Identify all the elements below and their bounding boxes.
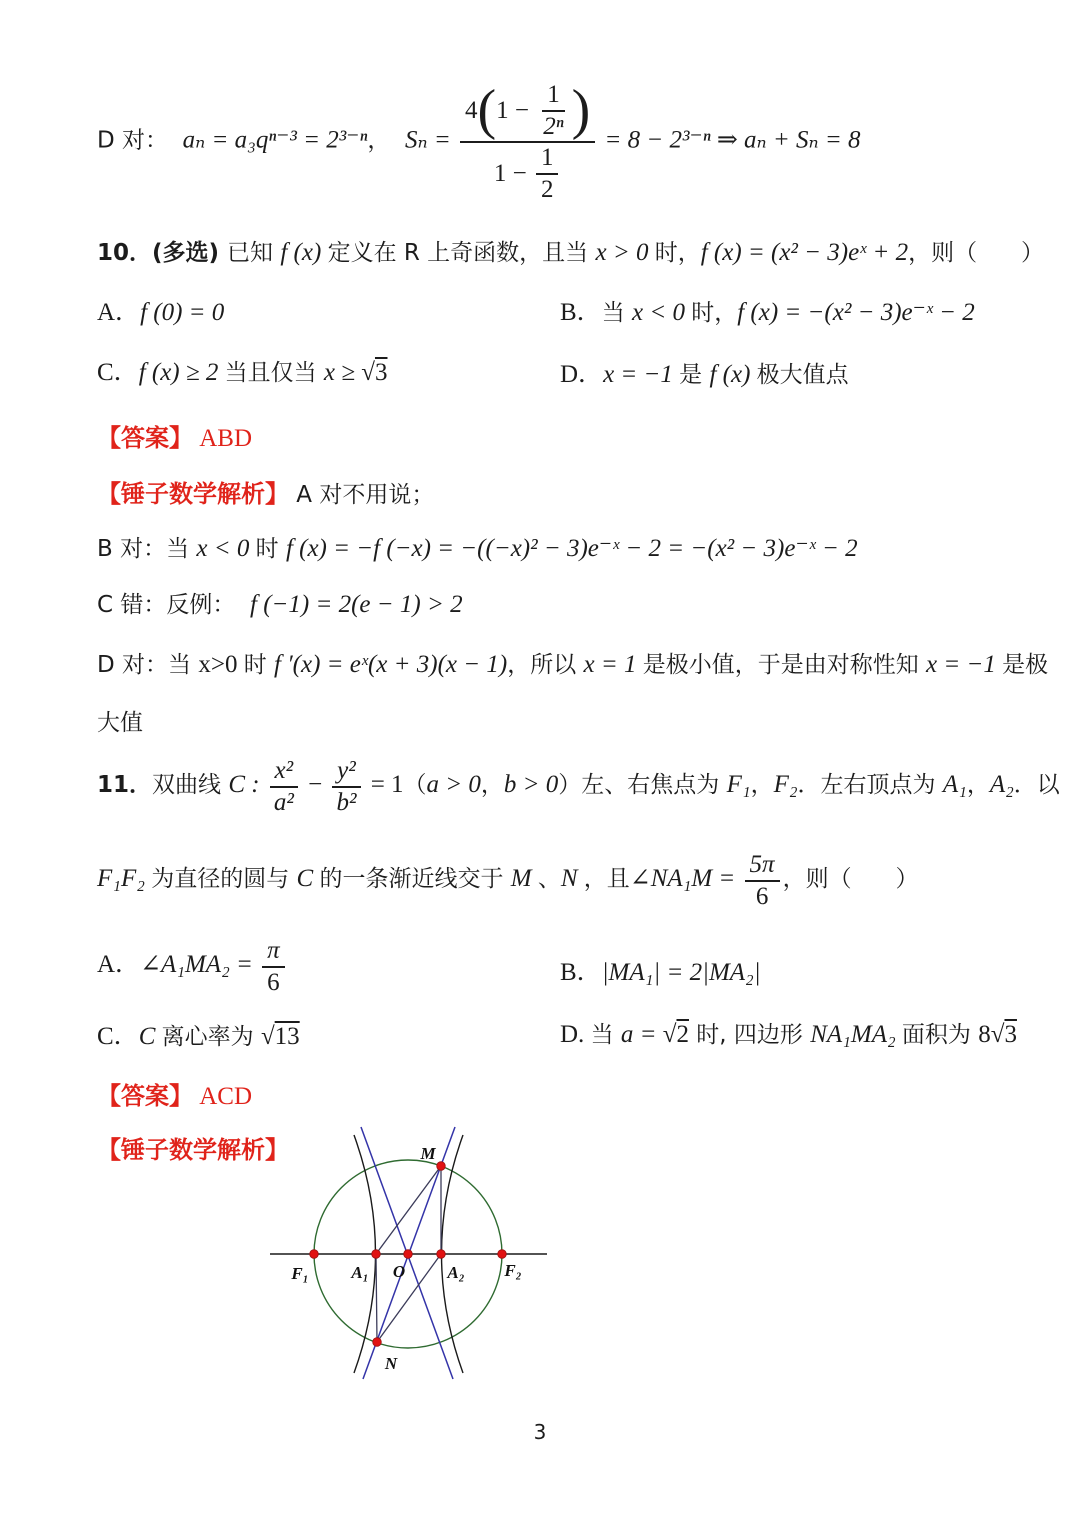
question-11-stem-line2 — [97, 850, 918, 911]
question-11-option-c — [97, 1016, 300, 1052]
text-segment: A． — [97, 951, 141, 979]
text-segment: ，则（ ） — [908, 240, 1045, 266]
point-n-dot — [373, 1338, 382, 1347]
text-segment: 3 — [1004, 1021, 1017, 1048]
text-segment: 时， — [691, 300, 738, 326]
text-segment: F₂ — [773, 771, 798, 799]
text-segment: f (−1) = 2(e − 1) > 2 — [250, 591, 463, 618]
text-segment: C 错：反例： — [97, 592, 250, 618]
question-11-answer — [97, 1076, 252, 1111]
point-a1-dot — [372, 1250, 381, 1259]
text-segment: 1 — [547, 81, 560, 108]
text-segment: ， — [367, 127, 405, 154]
text-segment: 【答案】 — [97, 424, 193, 452]
text-segment: ，则（ ） — [782, 866, 919, 893]
text-segment: 时 — [255, 536, 286, 562]
text-segment: f (0) = 0 — [140, 299, 225, 326]
text-segment: ∠A₁MA₂ = — [140, 951, 260, 979]
text-segment: 当且仅当 — [224, 360, 324, 386]
text-segment: 【锤子数学解析】 — [97, 480, 289, 508]
text-segment: = 1 — [364, 771, 404, 799]
fraction — [536, 143, 559, 204]
fraction — [269, 756, 299, 817]
text-segment: ，所以 — [507, 652, 584, 678]
text-segment: a = — [620, 1021, 663, 1048]
text-segment: C — [138, 1023, 162, 1050]
text-segment: aₙ = a₃qⁿ⁻³ = 2³⁻ⁿ — [182, 126, 368, 154]
fraction — [262, 936, 285, 997]
text-segment: ， — [750, 772, 774, 799]
page-number: 3 — [533, 1420, 547, 1444]
text-segment: x = −1 — [603, 361, 680, 388]
fraction — [538, 80, 568, 141]
text-segment: ， — [480, 772, 504, 799]
text-segment: x² — [274, 757, 294, 784]
text-segment: 2 — [540, 175, 554, 203]
text-segment: x > 0 — [595, 239, 655, 266]
text-segment: x ≥ — [323, 359, 362, 386]
label-f2: F₂ — [504, 1261, 522, 1280]
solution-10-step-c — [97, 586, 463, 619]
text-segment: 、 — [537, 866, 561, 893]
text-segment: A₂ — [989, 771, 1014, 799]
text-segment: ， — [966, 772, 990, 799]
text-segment: B 对：当 — [97, 536, 197, 562]
point-m-dot — [437, 1162, 446, 1171]
text-segment: ）左、右焦点为 — [558, 772, 727, 799]
question-11-option-d — [560, 1016, 1017, 1049]
text-segment: 3 — [374, 359, 388, 386]
text-segment: = 8 − 2³⁻ⁿ ⇒ aₙ + Sₙ = 8 — [598, 126, 861, 154]
text-segment: √ — [662, 1021, 677, 1048]
text-segment: F₁ — [726, 771, 751, 799]
text-segment: √ — [260, 1023, 275, 1050]
text-segment: 当 — [590, 1022, 621, 1048]
text-segment: x = 1 — [583, 651, 643, 678]
text-segment: 6 — [755, 882, 769, 910]
text-segment: x < 0 — [632, 299, 692, 326]
point-f2-dot — [498, 1250, 507, 1259]
solution-10-step-d-cont — [97, 704, 143, 737]
text-segment: F₁F₂ — [97, 865, 152, 893]
text-segment: 时 — [243, 652, 275, 678]
text-segment: ，且 — [583, 866, 630, 893]
text-segment: 【答案】 — [97, 1082, 193, 1110]
text-segment: 是 — [679, 362, 710, 388]
text-segment: b² — [336, 788, 357, 816]
question-10-option-a — [97, 292, 224, 328]
question-11-option-b — [560, 952, 761, 988]
text-segment: 1 − — [496, 96, 536, 124]
hyperbola-diagram — [250, 1118, 570, 1400]
solution-9-option-d-line — [97, 80, 861, 204]
text-segment: N — [560, 865, 584, 893]
text-segment: |MA₁| = 2|MA₂| — [601, 959, 761, 986]
fraction — [331, 756, 361, 817]
text-segment: ABD — [193, 425, 253, 452]
text-segment: f (x) = (x² − 3)eˣ + 2 — [700, 239, 909, 266]
label-o: O — [392, 1262, 406, 1281]
text-segment: M — [510, 865, 538, 893]
text-segment: ACD — [193, 1083, 253, 1110]
text-segment: D 对：当 — [97, 652, 199, 678]
text-segment: C : — [228, 771, 266, 799]
text-segment: f (x) — [280, 239, 328, 266]
text-segment: 极大值点 — [756, 362, 849, 388]
question-10-analysis — [97, 474, 434, 509]
text-segment: f (x) = −(x² − 3)e⁻ˣ − 2 — [737, 299, 975, 326]
text-segment: 已知 — [227, 240, 281, 266]
text-segment: 2 — [676, 1021, 689, 1048]
text-segment: 时， — [654, 240, 701, 266]
text-segment: x = −1 — [926, 651, 1003, 678]
text-segment: B． — [560, 959, 602, 986]
text-segment: （ — [403, 772, 427, 799]
question-11-stem-line1 — [97, 756, 1060, 817]
text-segment: D． — [560, 361, 604, 388]
question-10-stem — [97, 234, 1044, 267]
text-segment: 是极小值，于是由对称性知 — [642, 652, 927, 678]
text-segment: 时, 四边形 — [688, 1022, 811, 1048]
text-segment: 的一条渐近线交于 — [319, 866, 511, 893]
text-segment: f (x) — [709, 361, 757, 388]
text-segment: 4 — [465, 96, 478, 124]
text-segment: √ — [361, 359, 375, 386]
label-f1: F₁ — [291, 1264, 309, 1283]
text-segment: f ′(x) = eˣ(x + 3)(x − 1) — [274, 651, 508, 678]
text-segment: 定义在 R 上奇函数，且当 — [327, 240, 596, 266]
text-segment: x>0 — [198, 651, 244, 678]
text-segment: A． — [97, 299, 141, 326]
text-segment: 8 — [978, 1021, 991, 1048]
text-segment: 【锤子数学解析】 — [97, 1136, 289, 1164]
text-segment: b > 0 — [503, 771, 559, 799]
text-segment: ．左右顶点为 — [797, 772, 943, 799]
text-segment: 11． — [97, 772, 153, 799]
text-segment: 双曲线 — [152, 772, 229, 799]
text-segment: 5π — [749, 851, 775, 878]
question-10-option-b — [560, 292, 975, 328]
text-segment: a² — [273, 788, 294, 816]
solution-10-step-d — [97, 646, 1048, 679]
text-segment: f (x) ≥ 2 — [138, 359, 225, 386]
text-segment: a > 0 — [426, 771, 481, 799]
big-parenthesis: ) — [571, 78, 591, 141]
text-segment: 当 — [601, 300, 632, 326]
text-segment: 离心率为 — [161, 1024, 261, 1050]
text-segment: x < 0 — [196, 535, 256, 562]
text-segment: 13 — [274, 1023, 300, 1050]
text-segment: B． — [560, 299, 602, 326]
text-segment: 为直径的圆与 — [151, 866, 297, 893]
question-11-option-a — [97, 936, 288, 997]
question-10-option-d — [560, 354, 849, 390]
text-segment: y² — [337, 757, 356, 784]
label-a2: A₂ — [447, 1263, 465, 1282]
point-o-dot — [404, 1250, 413, 1259]
text-segment: 6 — [267, 968, 280, 996]
text-segment: D. — [560, 1021, 591, 1048]
label-a1: A₁ — [351, 1263, 369, 1282]
label-n: N — [384, 1354, 398, 1373]
question-10-answer — [97, 418, 252, 453]
text-segment: π — [267, 937, 280, 964]
big-parenthesis: ( — [477, 78, 497, 141]
point-a2-dot — [437, 1250, 446, 1259]
text-segment: A 对不用说； — [289, 482, 435, 508]
text-segment: 1 − — [493, 159, 533, 187]
text-segment: ∠NA₁M = — [629, 865, 742, 893]
text-segment: C — [296, 865, 320, 893]
text-segment: − — [301, 771, 329, 799]
text-segment: f (x) = −f (−x) = −((−x)² − 3)e⁻ˣ − 2 = −(x² − 3)e⁻ˣ − 2 — [285, 535, 858, 562]
text-segment: ．以 — [1013, 772, 1060, 799]
question-10-option-c — [97, 352, 387, 388]
text-segment: A₁ — [942, 771, 967, 799]
solution-10-step-b — [97, 530, 858, 563]
text-segment: 1 — [540, 144, 554, 171]
label-m: M — [420, 1144, 436, 1163]
text-segment: Sₙ = — [404, 126, 457, 154]
fraction — [460, 80, 595, 204]
text-segment: √ — [990, 1021, 1005, 1048]
text-segment: 是极 — [1002, 652, 1049, 678]
point-f1-dot — [310, 1250, 319, 1259]
text-segment: C． — [97, 1023, 139, 1050]
text-segment: 面积为 — [901, 1022, 979, 1048]
text-segment: D 对： — [97, 127, 183, 154]
text-segment: 2ⁿ — [543, 112, 564, 140]
text-segment: 10．(多选) — [97, 240, 228, 266]
text-segment: C． — [97, 359, 139, 386]
fraction — [745, 850, 780, 911]
text-segment: NA₁MA₂ — [810, 1021, 902, 1048]
text-segment: 大值 — [97, 710, 143, 736]
